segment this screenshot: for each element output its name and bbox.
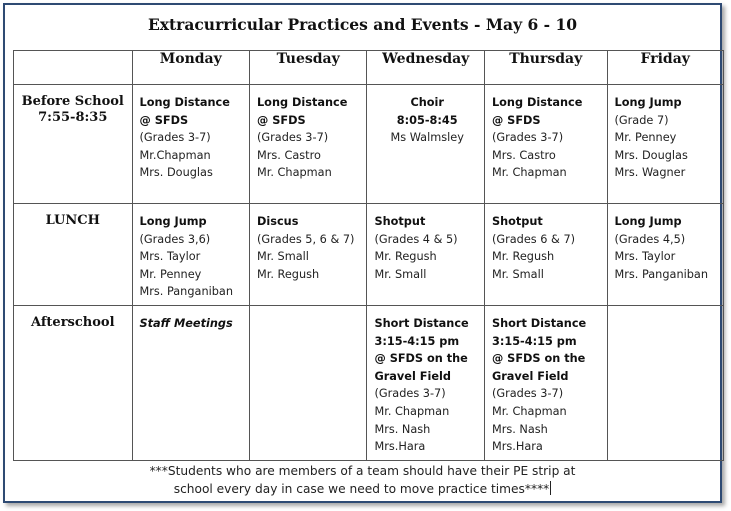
event-detail-line: Mrs. Nash (374, 422, 431, 436)
event-detail-line: Mrs. Nash (491, 422, 548, 436)
event-detail-line: (Grades 3-7) (491, 131, 564, 145)
cell-before-school-thursday (484, 85, 607, 204)
header-row (14, 51, 724, 85)
page-title: Extracurricular Practices and Events - May 6 - 10 (147, 15, 578, 34)
cell-lunch-wednesday (367, 204, 484, 306)
event-title-line: Long Distance (256, 96, 348, 109)
event-title-line: Staff Meetings (139, 317, 233, 330)
schedule-document (3, 3, 722, 503)
event-detail-line: (Grades 3-7) (374, 387, 446, 401)
footer-line: school every day in case we need to move practice times**** (173, 482, 550, 496)
event-detail-line: Mrs. Panganiban (614, 267, 708, 281)
event-detail-line: Mrs. Douglas (614, 148, 688, 162)
event-detail-line: Mr. Chapman (256, 166, 332, 180)
event-detail-line: Mr. Small (256, 250, 309, 264)
event-detail-line: Mr. Penney (139, 267, 202, 281)
cell-afterschool-thursday (484, 306, 607, 461)
row-label-before-school (14, 85, 133, 204)
footer-line: ***Students who are members of a team should have their PE strip at (149, 464, 576, 478)
event-detail-line: Mrs. Wagner (614, 166, 686, 180)
cell-afterschool-tuesday (249, 306, 366, 461)
cell-lunch-friday (607, 204, 724, 306)
event-title-line: Shotput (491, 215, 543, 228)
event-detail-line: Mr. Small (491, 267, 544, 281)
event-title-line: Long Distance (491, 96, 583, 109)
event-detail-line: Mr. Regush (374, 250, 437, 264)
event-detail-line: Mr. Regush (256, 267, 320, 281)
event-title-line: Long Jump (139, 215, 207, 228)
day-header-friday: Friday (607, 51, 724, 85)
event-title-line: @ SFDS on the (374, 352, 468, 366)
event-detail-line: Mr. Chapman (374, 404, 450, 418)
event-title-line: Short Distance (374, 317, 469, 330)
event-title-line: @ SFDS (491, 113, 541, 127)
cell-afterschool-monday (132, 306, 249, 461)
event-title-line: 3:15-4:15 pm (374, 334, 460, 348)
event-detail-line: Mrs. Castro (491, 148, 556, 162)
row-lunch (14, 204, 724, 306)
event-title-line: 8:05-8:45 (396, 113, 458, 127)
event-detail-line: Mr. Chapman (491, 404, 567, 418)
cell-before-school-monday (132, 85, 249, 204)
event-detail-line: Mrs. Panganiban (139, 285, 233, 299)
event-title-line: Short Distance (491, 317, 587, 330)
day-header-monday: Monday (132, 51, 249, 85)
event-detail-line: Mrs. Taylor (614, 250, 676, 264)
row-label-line: Before School (21, 94, 124, 109)
day-header-thursday: Thursday (484, 51, 607, 85)
event-detail-line: Ms Walmsley (390, 131, 464, 145)
event-detail-line: (Grades 5, 6 & 7) (256, 232, 355, 246)
row-before-school (14, 85, 724, 204)
row-label-line: 7:55-8:35 (38, 110, 108, 125)
day-header-tuesday: Tuesday (249, 51, 366, 85)
event-title-line: Shotput (374, 215, 426, 228)
cell-lunch-tuesday (249, 204, 366, 306)
event-detail-line: (Grades 6 & 7) (491, 232, 576, 246)
event-detail-line: (Grades 4 & 5) (374, 232, 458, 246)
cell-afterschool-friday (607, 306, 724, 461)
cell-lunch-thursday (484, 204, 607, 306)
event-detail-line: (Grades 3-7) (491, 387, 564, 401)
event-title-line: Gravel Field (374, 369, 451, 383)
event-detail-line: (Grades 4,5) (614, 232, 686, 246)
event-detail-line: Mr. Chapman (491, 166, 567, 180)
corner-cell (14, 51, 133, 85)
event-detail-line: Mr. Penney (614, 131, 677, 145)
cell-before-school-friday (607, 85, 724, 204)
event-detail-line: Mrs.Hara (491, 440, 543, 454)
event-detail-line: (Grade 7) (614, 113, 669, 127)
row-label-afterschool (14, 306, 133, 461)
footer-note (5, 462, 720, 498)
row-label-line: LUNCH (45, 213, 100, 228)
event-title-line: Choir (410, 96, 444, 109)
day-header-wednesday: Wednesday (367, 51, 484, 85)
event-detail-line: Mr.Chapman (139, 148, 211, 162)
event-title-line: Gravel Field (491, 369, 569, 383)
event-title-line: Long Jump (614, 215, 682, 228)
cell-before-school-wednesday (367, 85, 484, 204)
event-detail-line: (Grades 3-7) (139, 131, 211, 145)
event-detail-line: Mr. Small (374, 267, 427, 281)
row-afterschool (14, 306, 724, 461)
event-title-line: @ SFDS (256, 113, 306, 127)
cell-afterschool-wednesday (367, 306, 484, 461)
event-title-line: @ SFDS (139, 113, 189, 127)
row-label-lunch (14, 204, 133, 306)
event-detail-line: (Grades 3-7) (256, 131, 329, 145)
event-detail-line: Mrs. Taylor (139, 250, 201, 264)
event-detail-line: Mr. Regush (491, 250, 555, 264)
event-title-line: Long Distance (139, 96, 230, 109)
cell-lunch-monday (132, 204, 249, 306)
event-title-line: Discus (256, 215, 299, 228)
event-detail-line: Mrs.Hara (374, 440, 426, 454)
event-detail-line: Mrs. Douglas (139, 166, 213, 180)
event-detail-line: (Grades 3,6) (139, 232, 211, 246)
event-detail-line: Mrs. Castro (256, 148, 321, 162)
cell-before-school-tuesday (249, 85, 366, 204)
row-label-line: Afterschool (30, 315, 115, 330)
event-title-line: Long Jump (614, 96, 682, 109)
event-title-line: @ SFDS on the (491, 352, 586, 366)
event-title-line: 3:15-4:15 pm (491, 334, 577, 348)
text-cursor (550, 481, 551, 495)
schedule-table (13, 50, 724, 461)
